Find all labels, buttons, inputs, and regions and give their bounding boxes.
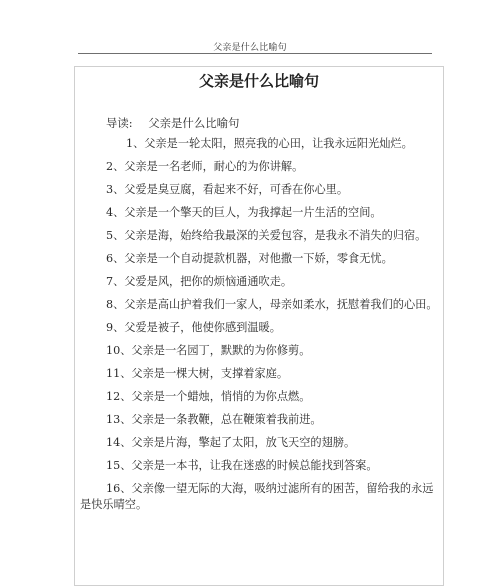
list-item: 8、父亲是高山护着我们一家人，母亲如柔水，抚慰着我们的心田。 [106, 298, 438, 311]
intro-label: 导读: [106, 116, 133, 130]
list-item: 12、父亲是一个蜡烛，悄悄的为你点燃。 [106, 390, 311, 403]
document-title: 父亲是什么比喻句 [198, 72, 319, 90]
list-item: 13、父亲是一条教鞭，总在鞭策着我前进。 [106, 413, 322, 426]
list-item: 5、父亲是海，始终给我最深的关爱包容，是我永不消失的归宿。 [106, 229, 427, 242]
list-item: 14、父亲是片海，擎起了太阳，放飞天空的翅膀。 [106, 436, 356, 449]
list-item: 11、父亲是一棵大树，支撑着家庭。 [106, 367, 289, 380]
list-item: 6、父亲是一个自动提款机器，对他撒一下娇，零食无忧。 [106, 252, 393, 265]
list-item: 10、父亲是一名园丁，默默的为你修剪。 [106, 344, 311, 357]
list-item: 1、父亲是一轮太阳，照亮我的心田，让我永远阳光灿烂。 [126, 137, 413, 150]
header-rule [78, 53, 432, 54]
list-item: 2、父亲是一名老师，耐心的为你讲解。 [106, 160, 304, 173]
page-header: 父亲是什么比喻句 [213, 43, 287, 53]
list-item: 15、父亲是一本书，让我在迷惑的时候总能找到答案。 [106, 459, 378, 472]
intro-line [106, 115, 239, 131]
list-item: 9、父爱是被子，他使你感到温暖。 [106, 321, 281, 334]
intro-text: 父亲是什么比喻句 [148, 116, 240, 130]
list-item: 7、父爱是风，把你的烦恼通通吹走。 [106, 275, 293, 288]
metaphor-list [80, 136, 440, 520]
list-item: 4、父亲是一个擎天的巨人，为我撑起一片生活的空间。 [106, 206, 382, 219]
list-item: 16、父亲像一望无际的大海，吸纳过滤所有的困苦，留给我的永远是快乐晴空。 [80, 482, 434, 511]
list-item: 3、父爱是臭豆腐，看起来不好，可香在你心里。 [106, 183, 349, 196]
